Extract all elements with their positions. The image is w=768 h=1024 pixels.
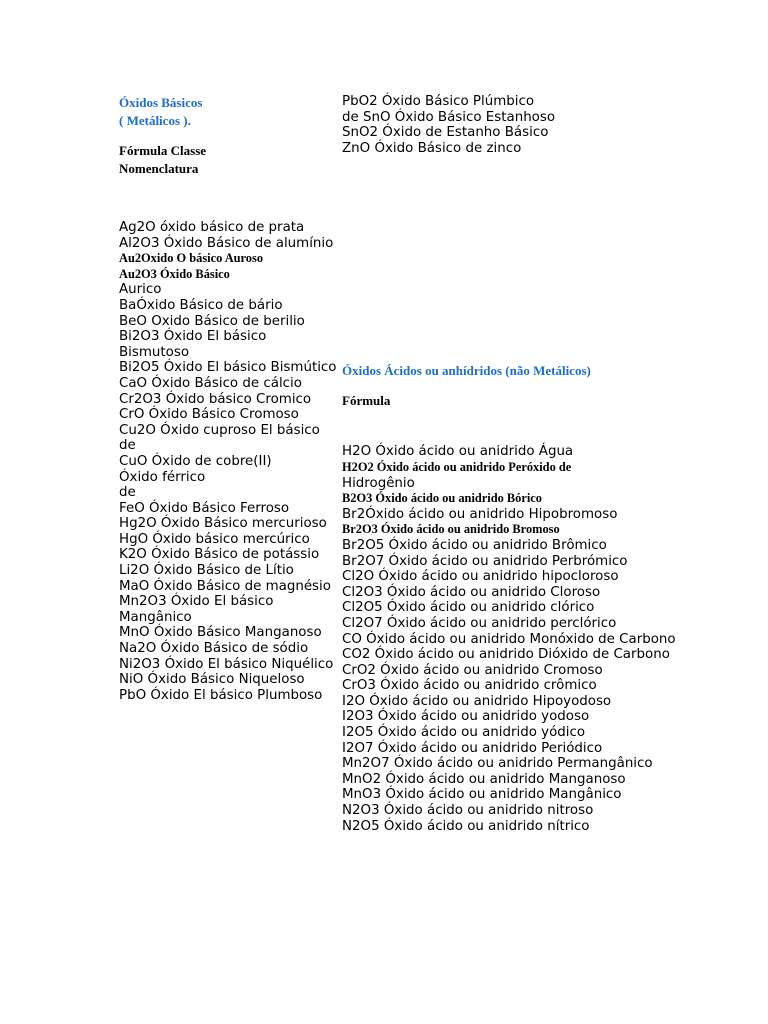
list-item: CO2 Óxido ácido ou anidrido Dióxido de Carbono [342, 647, 670, 663]
column-label-formula: Fórmula [342, 393, 391, 409]
list-item: MnO3 Óxido ácido ou anidrido Mangânico [342, 787, 622, 803]
list-item: NiO Óxido Básico Niqueloso [119, 672, 305, 688]
list-item: I2O Óxido ácido ou anidrido Hipoyodoso [342, 693, 612, 709]
list-item: Li2O Óxido Básico de Lítio [119, 563, 294, 579]
list-item: CuO Óxido de cobre(II) [119, 453, 272, 469]
list-item: H2O2 Óxido ácido ou anidrido Peróxido de [342, 459, 572, 474]
list-item: BaÓxido Básico de bário [119, 297, 283, 313]
right-column [342, 94, 722, 834]
list-item: CrO2 Óxido ácido ou anidrido Cromoso [342, 662, 603, 678]
list-item: Al2O3 Óxido Básico de alumínio [119, 235, 334, 251]
list-item: CrO Óxido Básico Cromoso [119, 407, 299, 423]
list-item: MnO Óxido Básico Manganoso [119, 625, 322, 641]
list-item: Br2O7 Óxido ácido ou anidrido Perbrómico [342, 553, 628, 569]
list-item: CrO3 Óxido ácido ou anidrido crômico [342, 678, 597, 694]
list-item: B2O3 Óxido ácido ou anidrido Bórico [342, 491, 542, 506]
list-item: Ag2O óxido básico de prata [119, 220, 305, 235]
list-item: K2O Óxido Básico de potássio [119, 547, 320, 563]
list-item: Br2Óxido ácido ou anidrido Hipobromoso [342, 506, 618, 522]
list-item: N2O3 Óxido ácido ou anidrido nitroso [342, 803, 594, 819]
basic-oxides-subheading: ( Metálicos ). [119, 113, 191, 128]
list-item: Óxido férrico [119, 469, 206, 485]
list-item: de [119, 485, 136, 501]
list-item: PbO Óxido El básico Plumboso [119, 687, 323, 703]
list-item: Hg2O Óxido Básico mercurioso [119, 516, 327, 532]
list-item: Cl2O Óxido ácido ou anidrido hipocloroso [342, 569, 619, 585]
basic-oxides-heading: Óxidos Básicos [119, 95, 203, 110]
list-item: Bi2O5 Óxido El básico Bismútico [119, 360, 337, 376]
list-item: N2O5 Óxido ácido ou anidrido nítrico [342, 818, 590, 834]
list-item: HgO Óxido básico mercúrico [119, 531, 310, 547]
list-item: de SnO Óxido Básico Estanhoso [342, 109, 556, 125]
list-item: I2O5 Óxido ácido ou anidrido yódico [342, 725, 586, 741]
list-item: Cl2O5 Óxido ácido ou anidrido clórico [342, 600, 595, 616]
left-column [119, 94, 339, 703]
list-item: Mn2O3 Óxido El básico Mangânico [119, 594, 274, 625]
column-label-formula-class: Fórmula Classe [119, 143, 207, 158]
list-item: MaO Óxido Básico de magnésio [119, 578, 331, 594]
list-item: SnO2 Óxido de Estanho Básico [342, 125, 549, 141]
list-item: ZnO Óxido Básico de zinco [342, 140, 522, 156]
list-item: CaO Óxido Básico de cálcio [119, 375, 302, 391]
list-item: Ni2O3 Óxido El básico Niquélico [119, 656, 334, 672]
acid-oxides-list [342, 444, 722, 834]
list-item: Br2O5 Óxido ácido ou anidrido Brômico [342, 537, 607, 553]
list-item: Hidrogênio [342, 475, 415, 491]
list-item: Cl2O7 Óxido ácido ou anidrido perclórico [342, 615, 617, 631]
list-item: CO Óxido ácido ou anidrido Monóxido de Carbono [342, 631, 676, 647]
list-item: MnO2 Óxido ácido ou anidrido Manganoso [342, 771, 626, 787]
list-item: Au2Oxido O básico Auroso [119, 251, 264, 266]
list-item: Cl2O3 Óxido ácido ou anidrido Cloroso [342, 584, 601, 600]
column-label-nomenclature: Nomenclatura [119, 161, 199, 176]
list-item: Mn2O7 Óxido ácido ou anidrido Permangânico [342, 756, 653, 772]
list-item: I2O7 Óxido ácido ou anidrido Periódico [342, 740, 603, 756]
list-item: Bi2O3 Óxido El básico Bismutoso [119, 329, 267, 360]
list-item: BeO Oxido Básico de berilio [119, 313, 305, 329]
basic-oxides-continued-list [342, 94, 722, 156]
list-item: I2O3 Óxido ácido ou anidrido yodoso [342, 709, 590, 725]
list-item: Br2O3 Óxido ácido ou anidrido Bromoso [342, 522, 560, 537]
list-item: PbO2 Óxido Básico Plúmbico [342, 94, 535, 109]
list-item: Na2O Óxido Básico de sódio [119, 641, 309, 657]
list-item: Cr2O3 Óxido básico Cromico [119, 391, 312, 407]
list-item: H2O Óxido ácido ou anidrido Água [342, 444, 574, 460]
list-item: Aurico [119, 282, 162, 298]
list-item: Cu2O Óxido cuproso El básico de [119, 422, 320, 454]
acid-oxides-heading: Óxidos Ácidos ou anhídridos (não Metálicos) [342, 363, 591, 379]
list-item: Au2O3 Óxido Básico [119, 266, 230, 281]
list-item: FeO Óxido Básico Ferroso [119, 500, 290, 516]
basic-oxides-list [119, 220, 339, 703]
